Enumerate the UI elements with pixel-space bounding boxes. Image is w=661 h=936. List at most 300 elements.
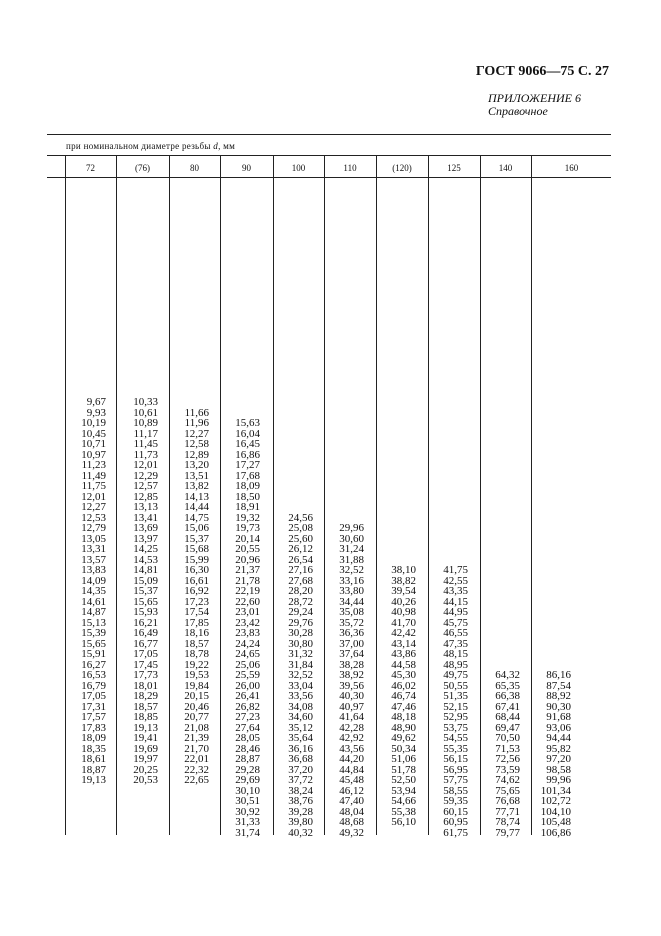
cell-value: 49,62 <box>391 732 416 744</box>
cell-value: 49,32 <box>339 826 364 839</box>
cell-value: 39,28 <box>288 805 313 818</box>
cell-value: 32,52 <box>288 669 313 681</box>
appendix-title: ПРИЛОЖЕНИЕ 6 <box>488 91 581 105</box>
cell-value: 11,73 <box>133 448 158 461</box>
cell-value: 44,84 <box>339 763 364 776</box>
cell-value: 72,56 <box>495 753 520 765</box>
header-bottom-rule <box>47 177 611 178</box>
cell-value: 22,01 <box>184 753 209 765</box>
column-rule <box>428 155 429 835</box>
cell-value: 11,49 <box>81 469 106 482</box>
cell-value: 35,72 <box>339 616 364 629</box>
cell-value: 67,41 <box>495 700 520 713</box>
column-values <box>81 397 106 786</box>
cell-value: 42,92 <box>339 732 364 744</box>
cell-value: 39,80 <box>288 816 313 828</box>
cell-value: 16,53 <box>81 669 106 681</box>
column-header: 110 <box>343 163 357 173</box>
cell-value: 48,90 <box>391 721 416 734</box>
cell-value: 17,27 <box>235 459 260 471</box>
cell-value: 46,12 <box>339 784 364 797</box>
cell-value: 27,64 <box>235 721 260 734</box>
cell-value: 16,27 <box>81 658 106 671</box>
cell-value: 33,16 <box>339 574 364 587</box>
cell-value: 27,16 <box>288 564 313 576</box>
cell-value: 17,05 <box>133 648 158 660</box>
cell-value: 44,20 <box>339 753 364 765</box>
cell-value: 46,55 <box>443 627 468 639</box>
cell-value: 29,24 <box>288 606 313 618</box>
cell-value: 69,47 <box>495 721 520 734</box>
cell-value: 15,09 <box>133 574 158 587</box>
cell-value: 33,04 <box>288 679 313 692</box>
cell-value: 68,44 <box>495 711 520 723</box>
cell-value: 32,52 <box>339 564 364 576</box>
column-header: 72 <box>86 163 95 173</box>
cell-value: 53,75 <box>443 721 468 734</box>
cell-value: 20,53 <box>133 774 158 786</box>
cell-value: 19,69 <box>133 742 158 755</box>
table-top-rule <box>47 134 611 135</box>
cell-value: 18,09 <box>81 732 106 744</box>
cell-value: 41,75 <box>443 564 468 576</box>
column-values <box>288 513 313 839</box>
cell-value: 34,44 <box>339 595 364 608</box>
cell-value: 14,87 <box>81 606 106 618</box>
cell-value: 18,01 <box>133 679 158 692</box>
cell-value: 19,73 <box>235 522 260 534</box>
cell-value: 15,99 <box>184 553 209 566</box>
cell-value: 28,46 <box>235 742 260 755</box>
cell-value: 12,57 <box>133 480 158 492</box>
cell-value: 45,75 <box>443 616 468 629</box>
cell-value: 26,41 <box>235 690 260 702</box>
header-top-rule <box>47 155 611 156</box>
cell-value: 24,65 <box>235 648 260 660</box>
cell-value: 10,45 <box>81 427 106 440</box>
cell-value: 50,55 <box>443 679 468 692</box>
cell-value: 43,14 <box>391 637 416 650</box>
cell-value: 10,61 <box>133 406 158 419</box>
cell-value: 41,70 <box>391 616 416 629</box>
cell-value: 19,32 <box>235 511 260 524</box>
cell-value: 70,50 <box>495 732 520 744</box>
cell-value: 20,55 <box>235 543 260 555</box>
cell-value: 36,36 <box>339 627 364 639</box>
cell-value: 40,98 <box>391 606 416 618</box>
cell-value: 20,46 <box>184 700 209 713</box>
column-header: (120) <box>392 163 412 173</box>
cell-value: 90,30 <box>546 700 571 713</box>
column-header: 125 <box>447 163 461 173</box>
cell-value: 10,89 <box>133 417 158 429</box>
cell-value: 13,31 <box>81 543 106 555</box>
cell-value: 64,32 <box>495 669 520 681</box>
cell-value: 76,68 <box>495 795 520 807</box>
cell-value: 52,50 <box>391 774 416 786</box>
cell-value: 56,95 <box>443 763 468 776</box>
cell-value: 18,61 <box>81 753 106 765</box>
cell-value: 19,13 <box>133 721 158 734</box>
cell-value: 22,19 <box>235 585 260 597</box>
table-caption <box>66 141 235 151</box>
cell-value: 19,13 <box>81 774 106 786</box>
cell-value: 21,39 <box>184 732 209 744</box>
cell-value: 26,82 <box>235 700 260 713</box>
cell-value: 26,00 <box>235 679 260 692</box>
cell-value: 53,94 <box>391 784 416 797</box>
cell-value: 33,56 <box>288 690 313 702</box>
cell-value: 57,75 <box>443 774 468 786</box>
cell-value: 65,35 <box>495 679 520 692</box>
cell-value: 15,13 <box>81 616 106 629</box>
cell-value: 78,74 <box>495 816 520 828</box>
cell-value: 19,22 <box>184 658 209 671</box>
cell-value: 31,32 <box>288 648 313 660</box>
cell-value: 25,60 <box>288 532 313 545</box>
cell-value: 28,72 <box>288 595 313 608</box>
cell-value: 13,13 <box>133 501 158 513</box>
cell-value: 15,39 <box>81 627 106 639</box>
cell-value: 31,33 <box>235 816 260 828</box>
cell-value: 10,19 <box>81 417 106 429</box>
cell-value: 54,55 <box>443 732 468 744</box>
cell-value: 48,04 <box>339 805 364 818</box>
cell-value: 11,17 <box>133 427 158 440</box>
column-rule <box>480 155 481 835</box>
cell-value: 52,15 <box>443 700 468 713</box>
cell-value: 16,45 <box>235 438 260 450</box>
cell-value: 40,97 <box>339 700 364 713</box>
cell-value: 31,24 <box>339 543 364 555</box>
cell-value: 17,23 <box>184 595 209 608</box>
cell-value: 18,35 <box>81 742 106 755</box>
cell-value: 21,70 <box>184 742 209 755</box>
cell-value: 101,34 <box>540 784 571 797</box>
cell-value: 16,21 <box>133 616 158 629</box>
cell-value: 44,58 <box>391 658 416 671</box>
cell-value: 49,75 <box>443 669 468 681</box>
cell-value: 29,96 <box>339 522 364 534</box>
cell-value: 16,77 <box>133 637 158 650</box>
column-values <box>541 670 571 838</box>
column-rule <box>273 155 274 835</box>
cell-value: 13,05 <box>81 532 106 545</box>
cell-value: 20,25 <box>133 763 158 776</box>
cell-value: 31,74 <box>235 826 260 839</box>
cell-value: 15,63 <box>235 417 260 429</box>
cell-value: 46,02 <box>391 679 416 692</box>
cell-value: 23,42 <box>235 616 260 629</box>
cell-value: 16,61 <box>184 574 209 587</box>
cell-value: 106,86 <box>540 826 571 839</box>
cell-value: 55,38 <box>391 805 416 818</box>
cell-value: 74,62 <box>495 774 520 786</box>
cell-value: 29,76 <box>288 616 313 629</box>
cell-value: 42,28 <box>339 721 364 734</box>
caption-prefix: при номинальном диаметре резьбы <box>66 141 211 151</box>
cell-value: 23,01 <box>235 606 260 618</box>
cell-value: 22,60 <box>235 595 260 608</box>
cell-value: 13,82 <box>184 480 209 492</box>
cell-value: 51,35 <box>443 690 468 702</box>
cell-value: 19,41 <box>133 732 158 744</box>
cell-value: 91,68 <box>546 711 571 723</box>
column-rule <box>116 155 117 835</box>
cell-value: 12,01 <box>133 459 158 471</box>
cell-value: 54,66 <box>391 795 416 807</box>
cell-value: 51,78 <box>391 763 416 776</box>
cell-value: 14,25 <box>133 543 158 555</box>
appendix-label <box>488 92 581 118</box>
cell-value: 11,75 <box>81 480 106 492</box>
cell-value: 16,04 <box>235 427 260 440</box>
cell-value: 38,76 <box>288 795 313 807</box>
cell-value: 11,66 <box>184 406 209 419</box>
cell-value: 33,80 <box>339 585 364 597</box>
cell-value: 38,92 <box>339 669 364 681</box>
cell-value: 35,12 <box>288 721 313 734</box>
cell-value: 15,65 <box>133 595 158 608</box>
cell-value: 41,64 <box>339 711 364 723</box>
cell-value: 37,72 <box>288 774 313 786</box>
cell-value: 12,01 <box>81 490 106 503</box>
cell-value: 19,84 <box>184 679 209 692</box>
cell-value: 52,95 <box>443 711 468 723</box>
page-header: ГОСТ 9066—75 С. 27 <box>475 64 609 79</box>
cell-value: 17,57 <box>81 711 106 723</box>
cell-value: 27,68 <box>288 574 313 587</box>
cell-value: 43,56 <box>339 742 364 755</box>
cell-value: 12,79 <box>81 522 106 534</box>
cell-value: 17,31 <box>81 700 106 713</box>
cell-value: 21,37 <box>235 564 260 576</box>
cell-value: 16,92 <box>184 585 209 597</box>
cell-value: 98,58 <box>546 763 571 776</box>
cell-value: 29,28 <box>235 763 260 776</box>
cell-value: 14,61 <box>81 595 106 608</box>
cell-value: 35,64 <box>288 732 313 744</box>
cell-value: 12,29 <box>133 469 158 482</box>
column-header: 80 <box>190 163 199 173</box>
cell-value: 30,80 <box>288 637 313 650</box>
cell-value: 40,26 <box>391 595 416 608</box>
column-rule <box>220 155 221 835</box>
cell-value: 24,24 <box>235 637 260 650</box>
cell-value: 13,20 <box>184 459 209 471</box>
cell-value: 51,06 <box>391 753 416 765</box>
cell-value: 11,45 <box>133 438 158 450</box>
cell-value: 29,69 <box>235 774 260 786</box>
cell-value: 105,48 <box>540 816 571 828</box>
cell-value: 12,53 <box>81 511 106 524</box>
cell-value: 22,32 <box>184 763 209 776</box>
cell-value: 28,20 <box>288 585 313 597</box>
cell-value: 93,06 <box>546 721 571 734</box>
column-header: 100 <box>291 163 306 173</box>
column-rule <box>531 155 532 835</box>
cell-value: 48,68 <box>339 816 364 828</box>
cell-value: 46,74 <box>391 690 416 702</box>
cell-value: 17,54 <box>184 606 209 618</box>
cell-value: 12,27 <box>184 427 209 440</box>
cell-value: 13,97 <box>133 532 158 545</box>
cell-value: 47,35 <box>443 637 468 650</box>
cell-value: 88,92 <box>546 690 571 702</box>
cell-value: 17,05 <box>81 690 106 702</box>
cell-value: 16,79 <box>81 679 106 692</box>
cell-value: 38,28 <box>339 658 364 671</box>
cell-value: 14,13 <box>184 490 209 503</box>
cell-value: 9,67 <box>86 396 106 408</box>
column-header: 140 <box>498 163 513 173</box>
cell-value: 45,48 <box>339 774 364 786</box>
cell-value: 37,00 <box>339 637 364 650</box>
cell-value: 97,20 <box>546 753 571 765</box>
cell-value: 35,08 <box>339 606 364 618</box>
cell-value: 71,53 <box>495 742 520 755</box>
cell-value: 39,54 <box>391 585 416 597</box>
cell-value: 15,37 <box>184 532 209 545</box>
cell-value: 21,08 <box>184 721 209 734</box>
cell-value: 17,73 <box>133 669 158 681</box>
cell-value: 59,35 <box>443 795 468 807</box>
cell-value: 14,09 <box>81 574 106 587</box>
cell-value: 23,83 <box>235 627 260 639</box>
cell-value: 18,29 <box>133 690 158 702</box>
cell-value: 10,33 <box>133 396 158 408</box>
cell-value: 30,10 <box>235 784 260 797</box>
cell-value: 13,69 <box>133 522 158 534</box>
cell-value: 39,56 <box>339 679 364 692</box>
cell-value: 34,08 <box>288 700 313 713</box>
cell-value: 18,87 <box>81 763 106 776</box>
cell-value: 25,59 <box>235 669 260 681</box>
cell-value: 27,23 <box>235 711 260 723</box>
cell-value: 43,86 <box>391 648 416 660</box>
cell-value: 10,71 <box>81 438 106 450</box>
cell-value: 20,14 <box>235 532 260 545</box>
column-values <box>184 408 209 786</box>
column-rule <box>65 155 66 835</box>
cell-value: 48,18 <box>391 711 416 723</box>
column-rule <box>169 155 170 835</box>
cell-value: 20,15 <box>184 690 209 702</box>
cell-value: 13,83 <box>81 564 106 576</box>
cell-value: 20,77 <box>184 711 209 723</box>
cell-value: 19,97 <box>133 753 158 765</box>
cell-value: 17,85 <box>184 616 209 629</box>
cell-value: 15,06 <box>184 522 209 534</box>
cell-value: 48,95 <box>443 658 468 671</box>
column-values <box>391 565 416 828</box>
cell-value: 16,49 <box>133 627 158 639</box>
cell-value: 44,15 <box>443 595 468 608</box>
cell-value: 12,85 <box>133 490 158 503</box>
cell-value: 18,50 <box>235 490 260 503</box>
cell-value: 30,92 <box>235 805 260 818</box>
cell-value: 42,42 <box>391 627 416 639</box>
column-header: (76) <box>135 163 150 173</box>
cell-value: 58,55 <box>443 784 468 797</box>
cell-value: 40,32 <box>288 826 313 839</box>
cell-value: 36,16 <box>288 742 313 755</box>
cell-value: 13,57 <box>81 553 106 566</box>
caption-variable: d <box>213 141 219 151</box>
cell-value: 10,97 <box>81 448 106 461</box>
cell-value: 15,65 <box>81 637 106 650</box>
cell-value: 22,65 <box>184 774 209 786</box>
cell-value: 99,96 <box>546 774 571 786</box>
cell-value: 104,10 <box>540 805 571 818</box>
column-header: 90 <box>242 163 251 173</box>
cell-value: 14,53 <box>133 553 158 566</box>
column-values <box>443 565 468 838</box>
cell-value: 13,51 <box>184 469 209 482</box>
cell-value: 79,77 <box>495 826 520 839</box>
cell-value: 26,54 <box>288 553 313 566</box>
cell-value: 47,46 <box>391 700 416 713</box>
cell-value: 13,41 <box>133 511 158 524</box>
cell-value: 16,86 <box>235 448 260 461</box>
cell-value: 15,91 <box>81 648 106 660</box>
cell-value: 75,65 <box>495 784 520 797</box>
cell-value: 12,89 <box>184 448 209 461</box>
cell-value: 15,93 <box>133 606 158 618</box>
cell-value: 87,54 <box>546 679 571 692</box>
cell-value: 9,93 <box>86 406 106 419</box>
cell-value: 60,95 <box>443 816 468 828</box>
cell-value: 17,68 <box>235 469 260 482</box>
cell-value: 14,75 <box>184 511 209 524</box>
cell-value: 11,96 <box>184 417 209 429</box>
cell-value: 11,23 <box>81 459 106 471</box>
cell-value: 28,05 <box>235 732 260 744</box>
cell-value: 17,45 <box>133 658 158 671</box>
cell-value: 18,57 <box>133 700 158 713</box>
cell-value: 102,72 <box>540 795 571 807</box>
cell-value: 12,58 <box>184 438 209 450</box>
cell-value: 18,09 <box>235 480 260 492</box>
appendix-note: Справочное <box>488 104 548 118</box>
cell-value: 37,20 <box>288 763 313 776</box>
column-values <box>495 670 520 838</box>
cell-value: 56,10 <box>391 816 416 828</box>
cell-value: 14,44 <box>184 501 209 513</box>
cell-value: 36,68 <box>288 753 313 765</box>
column-values <box>339 523 364 838</box>
cell-value: 18,91 <box>235 501 260 513</box>
cell-value: 30,28 <box>288 627 313 639</box>
cell-value: 34,60 <box>288 711 313 723</box>
cell-value: 16,30 <box>184 564 209 576</box>
cell-value: 86,16 <box>546 669 571 681</box>
cell-value: 48,15 <box>443 648 468 660</box>
cell-value: 18,78 <box>184 648 209 660</box>
cell-value: 28,87 <box>235 753 260 765</box>
cell-value: 56,15 <box>443 753 468 765</box>
cell-value: 77,71 <box>495 805 520 818</box>
cell-value: 55,35 <box>443 742 468 755</box>
cell-value: 15,68 <box>184 543 209 555</box>
cell-value: 60,15 <box>443 805 468 818</box>
cell-value: 47,40 <box>339 795 364 807</box>
cell-value: 17,83 <box>81 721 106 734</box>
cell-value: 31,88 <box>339 553 364 566</box>
cell-value: 38,10 <box>391 564 416 576</box>
cell-value: 25,06 <box>235 658 260 671</box>
cell-value: 31,84 <box>288 658 313 671</box>
